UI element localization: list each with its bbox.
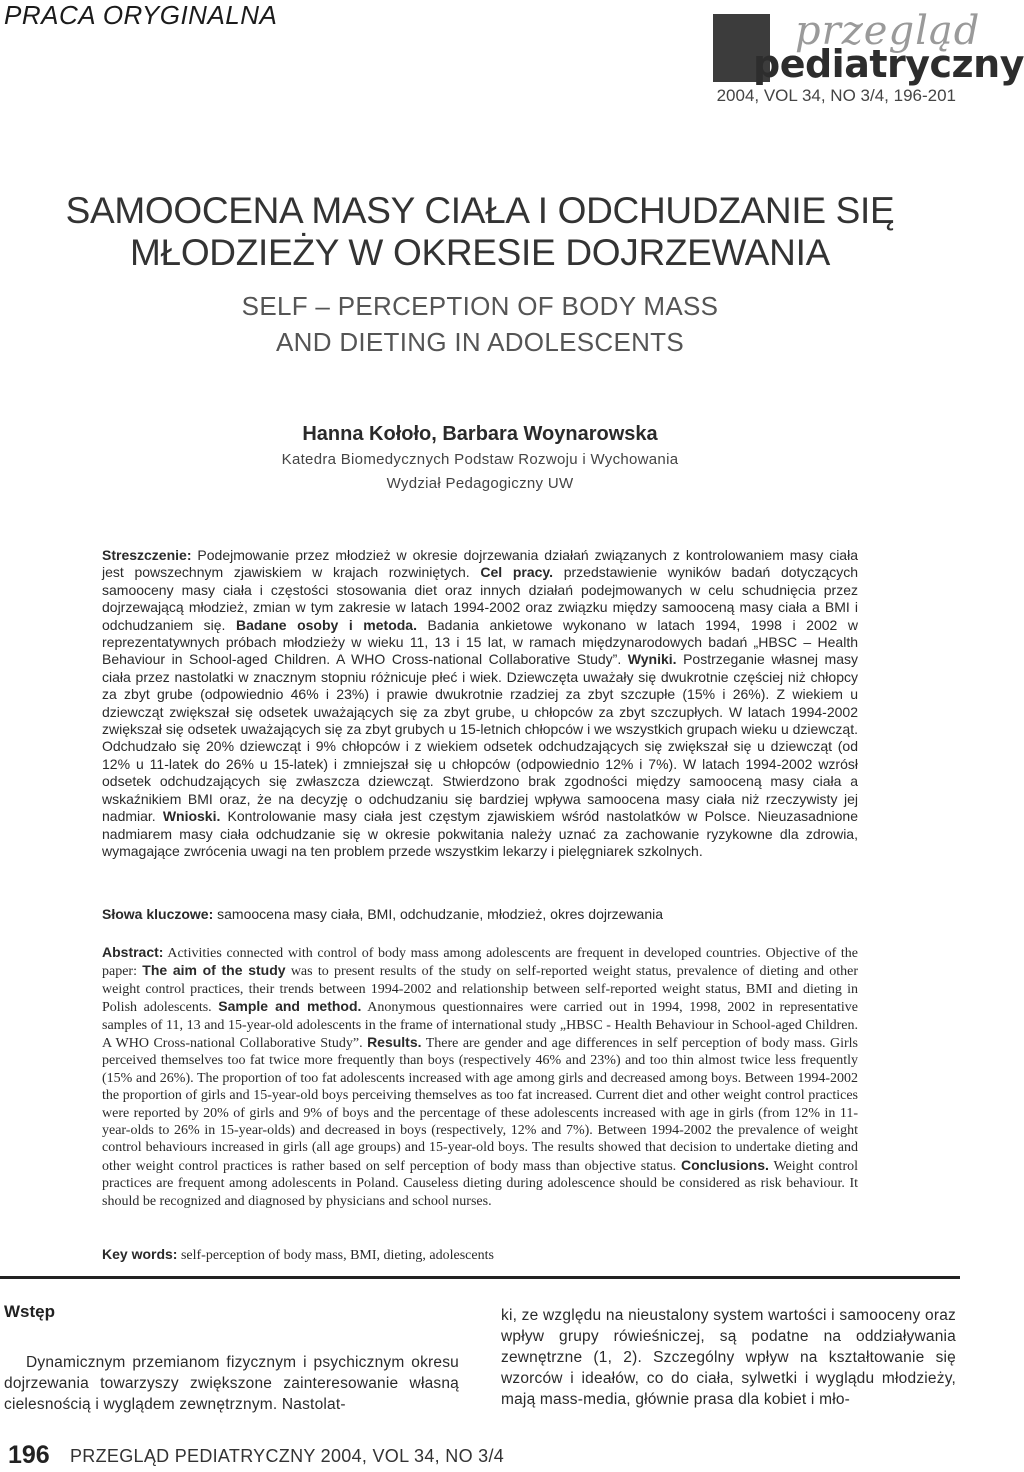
polish-summary: [102, 547, 858, 860]
title-polish-line2: MŁODZIEŻY W OKRESIE DOJRZEWANIA: [130, 232, 830, 273]
english-keywords-label: Key words:: [102, 1246, 178, 1262]
footer-journal: PRZEGLĄD PEDIATRYCZNY 2004, VOL 34, NO 3/4: [70, 1446, 505, 1466]
title-english-line1: SELF – PERCEPTION OF BODY MASS: [241, 291, 719, 321]
page-footer: [0, 1440, 960, 1472]
page-number: 196: [8, 1441, 50, 1469]
polish-keywords: [102, 905, 858, 923]
abstract-conclusions-label: Conclusions.: [680, 1156, 769, 1173]
summary-method-text: Badania ankietowe wykonano w latach 1994, 1998 i 2002 w reprezentatywnych próbach młodzieży w wieku 11, 13 i 15 lat, w ramach międzynarodowych badań „HBSC – Health Behaviour in School-aged Children. A WHO Cross-national Collaborative Study”.: [102, 616, 858, 668]
authors-block: [0, 420, 960, 496]
summary-aim-label: Cel pracy.: [480, 564, 554, 581]
english-abstract: [102, 944, 858, 1210]
author-names: Hanna Kołoło, Barbara Woynarowska: [302, 423, 658, 445]
abstract-sample-text: Anonymous questionnaires were carried out in 1994, 1998, 2002 in representative samples of 11, 13 and 15-year-old adolescents in the frame of international study „HBSC - Health Behaviour in School-aged Children. A WHO Cross-national Collaborative Study”.: [102, 1000, 859, 1052]
summary-results-label: Wyniki.: [627, 651, 677, 668]
body-column-right: ki, ze względu na nieustalony system wartości i samooceny oraz wpływ grupy rówieśniczej, są podatne na oddziaływania zewnętrzne (1, 2). Szczególny wpływ na kształtowanie się wzorców i ideałów, co do ciała, sylwetki i wyglądu młodzieży, mają mass-media, głównie prasa dla kobiet i mło-: [501, 1307, 956, 1408]
abstract-sample-label: Sample and method.: [218, 998, 362, 1015]
logo-bottom-word: pediatryczny: [753, 42, 1024, 86]
abstract-label: Abstract:: [102, 944, 164, 960]
summary-conclusions-label: Wnioski.: [162, 808, 221, 825]
title-block: [0, 190, 960, 360]
abstract-aim-label: The aim of the study: [142, 962, 286, 979]
abstract-results-label: Results.: [367, 1034, 422, 1051]
polish-keywords-text: samoocena masy ciała, BMI, odchudzanie, młodzież, okres dojrzewania: [213, 906, 664, 922]
summary-aim-text: przedstawienie wyników badań dotyczących samooceny masy ciała i częstości stosowania diet oraz innych działań podejmowanych w celu schudnięcia przez dojrzewającą młodzież, zmian w tym zakresie w latach 1994-2002 oraz związku między samooceną masy ciała a BMI i odchudzaniem się.: [102, 564, 858, 633]
title-polish: [0, 190, 960, 274]
summary-label: Streszczenie:: [102, 547, 192, 563]
abstract-intro: Activities connected with control of body mass among adolescents are frequent in developed countries. Objective of the paper:: [102, 946, 858, 980]
journal-logo: [713, 8, 1024, 86]
summary-conclusions-text: Kontrolowanie masy ciała jest częstym zjawiskiem wśród nastolatków w Polsce. Nieuzasadnione nadmiarem masy ciała odchudzanie się w okresie pokwitania należy uznać za zachowanie ryzykowne dla zdrowia, wymagające zwrócenia uwagi na ten problem przede wszystkim lekarzy i pielęgniarek szkolnych.: [102, 808, 858, 859]
body-column-left: [4, 1302, 459, 1415]
english-keywords: [102, 1245, 858, 1265]
title-polish-line1: SAMOOCENA MASY CIAŁA I ODCHUDZANIE SIĘ: [65, 190, 895, 231]
section-divider: [0, 1276, 960, 1279]
affiliation-line2: Wydział Pedagogiczny UW: [386, 475, 574, 492]
abstract-results-text: There are gender and age differences in self perception of body mass. Girls perceived themselves too fat twice more frequently than boys (respectively 46% and 23%) and too thin almost twice less frequently (15% and 26%). The proportion of too fat adolescents increased with age among girls and decreased among boys. Between 1994-2002 the proportion of girls and 15-year-old boys perceiving themselves as too fat increased. Current diet and other weight control practices were reported by 20% of girls and 9% of boys and the percentage of these adolescents increased with age in girls (from 12% in 11-year-olds to 26% in 15-year-olds) and decreased in boys (respectively, 12% and 7%). Between 1994-2002 the prevalence of weight control behaviours increased in girls (all age groups) and 15-year-old boys. The results showed that decision to undertake dieting and other weight control practices is rather based on self perception of body mass than objective status.: [102, 1036, 858, 1174]
summary-intro: Podejmowanie przez młodzież w okresie dojrzewania działań związanych z kontrolowaniem masy ciała jest powszechnym zjawiskiem w krajach rozwiniętych.: [102, 547, 858, 581]
summary-method-label: Badane osoby i metoda.: [235, 616, 417, 633]
citation: 2004, VOL 34, NO 3/4, 196-201: [716, 86, 956, 105]
introduction-paragraph-left: Dynamicznym przemianom fizycznym i psychicznym okresu dojrzewania towarzyszy zwiększone zainteresowanie własną cielesnością i wyglądem zewnętrznym. Nastolat-: [4, 1354, 459, 1413]
abstract-conclusions-text: Weight control practices are frequent among adolescents in Poland. Causeless dieting during adolescence should be considered as risk behaviour. It should be recognized and diagnosed by physicians and school nurses.: [102, 1158, 858, 1209]
title-english-line2: AND DIETING IN ADOLESCENTS: [276, 327, 684, 357]
summary-results-text: Postrzeganie własnej masy ciała przez nastolatki w znacznym stopniu różnicuje płeć i wiek. Dziewczęta uważały się dwukrotnie częściej niż chłopcy za zbyt grube (odpowiednio 46% i 23%) i prawie dwukrotnie rzadziej za zbyt szczupłe (15% i 26%). Z wiekiem u dziewcząt zwiększał się odsetek uważających się za zbyt grube, u chłopców za zbyt szczupłych. W latach 1994-2002 zwiększał się odsetek uważających się za zbyt grubych u 15-letnich chłopców i we wszystkich grupach wieku u dziewcząt. Odchudzało się 20% dziewcząt i 9% chłopców i z wiekiem odsetek odchudzających się zwiększał się u dziewcząt (od 12% u 11-latek do 26% u 15-latek) i zmniejszał się u chłopców (odpowiednio 12% i 7%). W latach 1994-2002 wzrósł odsetek odchudzających się zwłaszcza dziewcząt. Stwierdzono brak zgodności między samooceną masy ciała a wskaźnikiem BMI oraz, że na decyzję o odchudzaniu się bardziej wpływa samoocena masy ciała niż rzeczywisty jej nadmiar.: [102, 651, 858, 825]
introduction-heading: Wstęp: [4, 1302, 55, 1321]
logo-top-word: przegląd: [795, 8, 981, 54]
english-keywords-text: self-perception of body mass, BMI, dieting, adolescents: [177, 1248, 494, 1263]
polish-keywords-label: Słowa kluczowe:: [102, 906, 214, 922]
title-english: [0, 288, 960, 360]
section-label: PRACA ORYGINALNA: [4, 0, 278, 30]
affiliation-line1: Katedra Biomedycznych Podstaw Rozwoju i Wychowania: [281, 451, 679, 468]
abstract-aim-text: was to present results of the study on self-reported weight status, prevalence of dieting and other weight control practices, their trends between 1994-2002 and relationship between self-reported weight status, BMI and dieting in Polish adolescents.: [102, 964, 858, 1016]
